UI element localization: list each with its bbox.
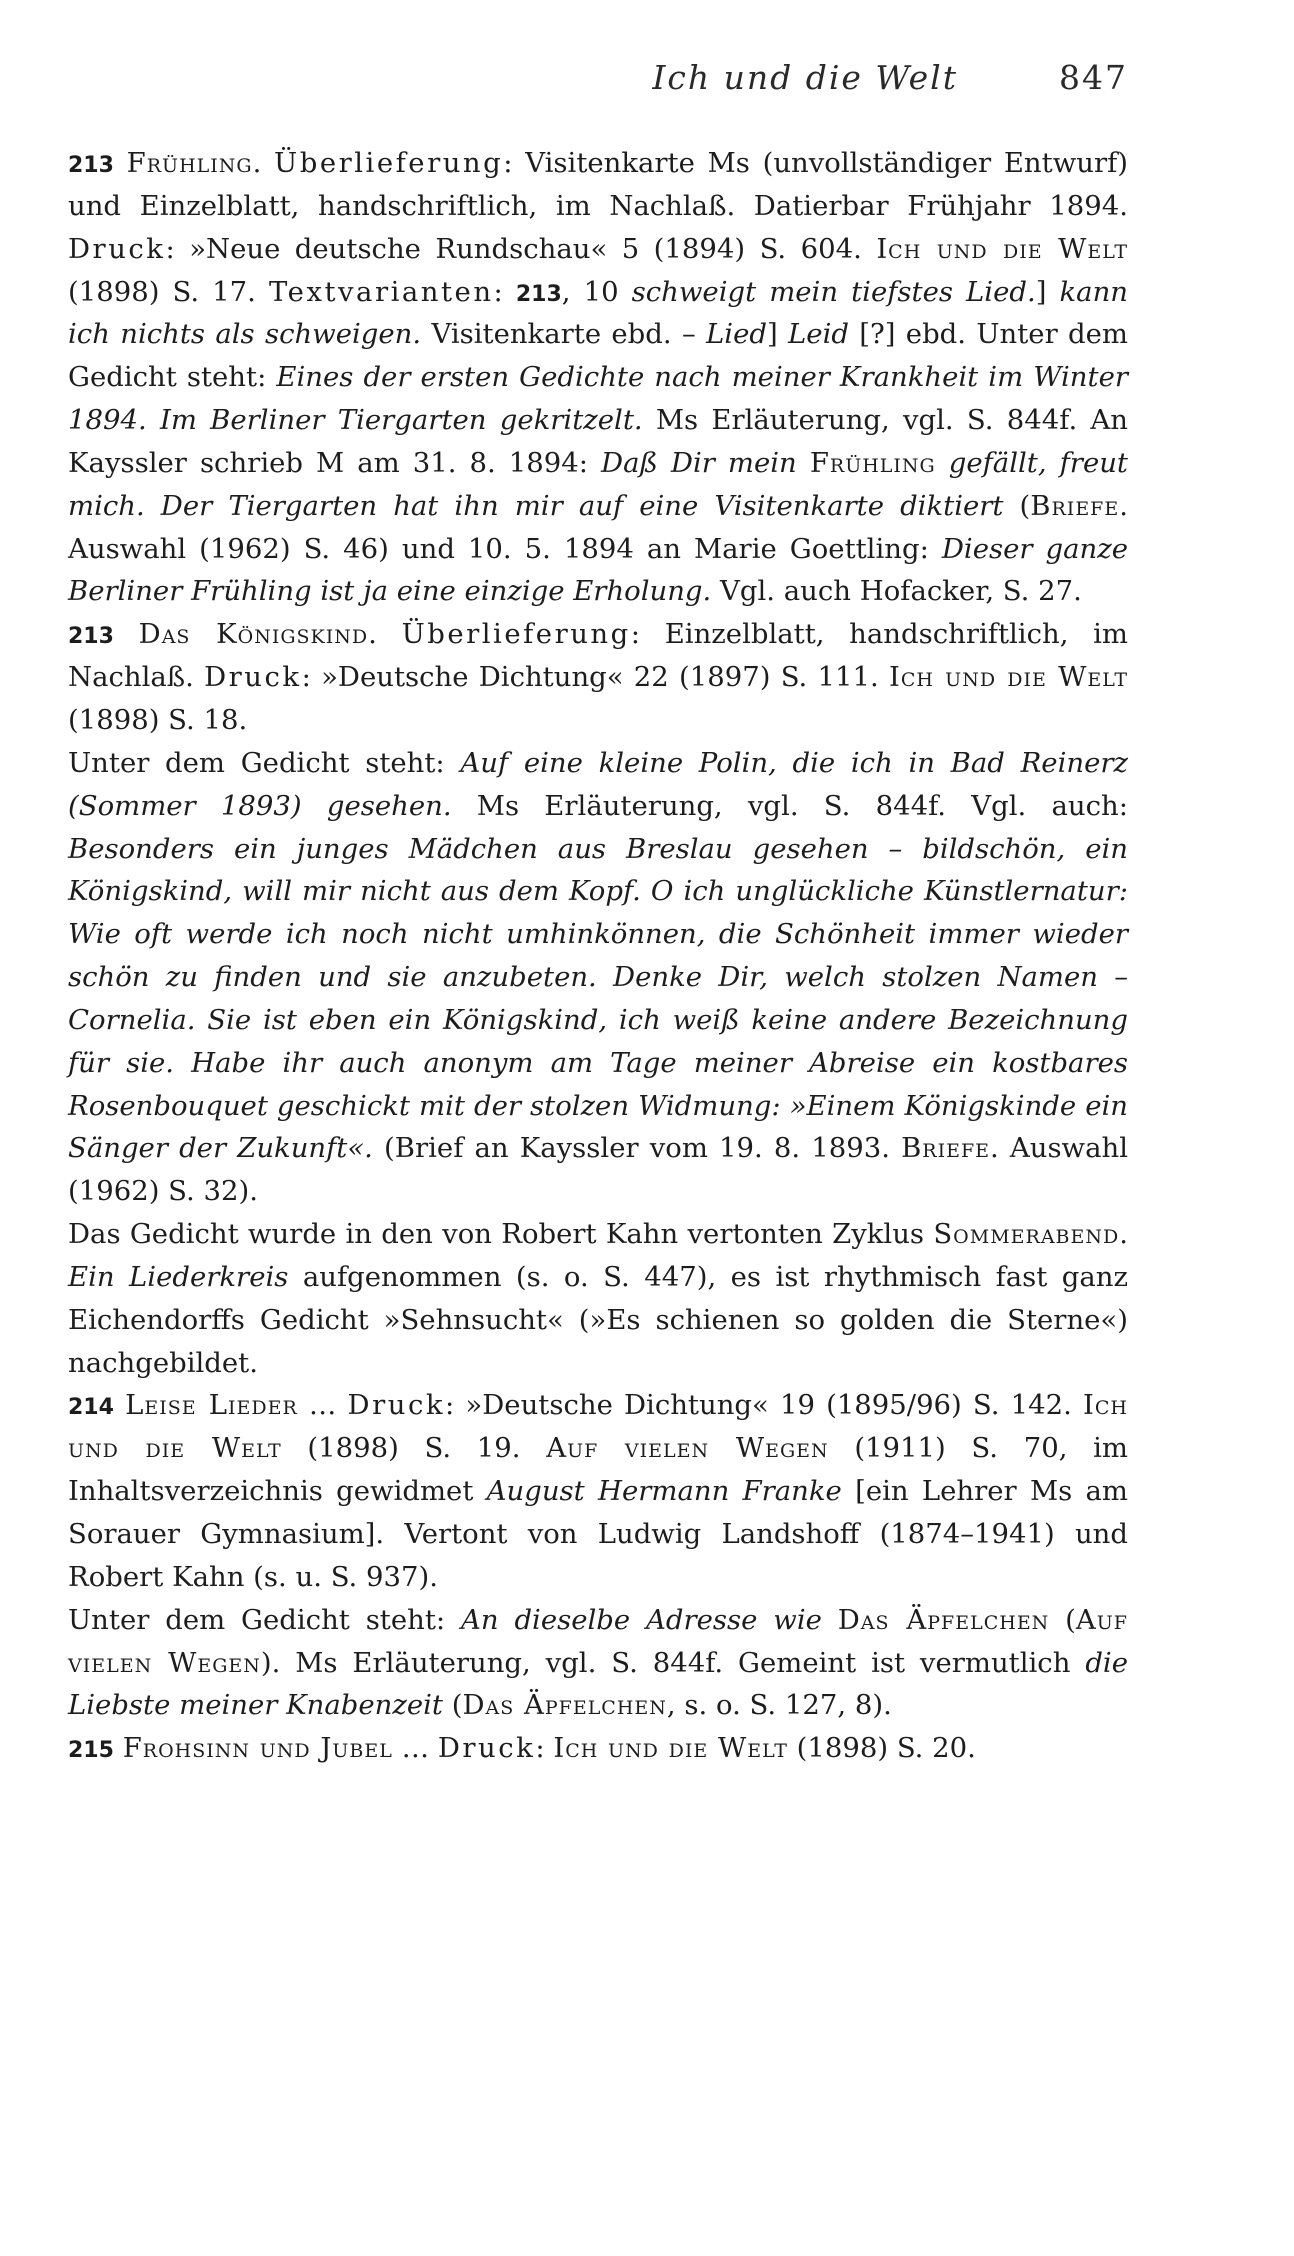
text-run: .: [368, 618, 402, 651]
italic-quote: Lied: [706, 318, 767, 351]
text-run: Visitenkarte ebd. –: [421, 318, 707, 351]
small-caps-title: Ich und die Welt: [876, 232, 1128, 265]
text-run: .: [252, 147, 275, 179]
italic-quote: Ein Liederkreis: [68, 1260, 289, 1293]
small-caps-title: Frühling: [126, 147, 253, 179]
italic-quote: kann ich nichts als schweigen.: [68, 275, 1128, 351]
book-page: [68, 40, 1128, 1770]
commentary-paragraph: [68, 742, 1128, 1213]
text-run: Unter dem Gedicht steht:: [68, 746, 461, 779]
poem-page-number: 213: [68, 153, 114, 178]
italic-quote: Daß Dir mein: [601, 446, 810, 479]
spaced-label: Druck: [68, 232, 166, 265]
text-run: : »Deutsche Dichtung« 19 (1895/96) S. 142.: [445, 1389, 1084, 1422]
text-run: (1898) S. 17.: [68, 275, 269, 308]
small-caps-title: Das Äpfelchen: [462, 1689, 667, 1722]
text-run: , 10: [561, 275, 632, 308]
text-run: (1911) S. 70, im Inhaltsverzeichnis gewidmet: [68, 1432, 1128, 1508]
poem-page-number: 215: [68, 1738, 114, 1764]
text-run: (1898) S. 20.: [787, 1732, 976, 1765]
page-header: [68, 40, 1128, 120]
spaced-label: Überlieferung: [274, 147, 504, 179]
commentary-text: [68, 142, 1128, 1770]
text-run: Ms Erläuterung, vgl. S. 844f. Vgl. auch:: [451, 789, 1128, 822]
text-run: …: [297, 1389, 348, 1422]
text-run: : »Neue deutsche Rundschau« 5 (1894) S. 604.: [165, 232, 877, 265]
italic-quote: Auf eine kleine Polin, die ich in Bad Reinerz (Sommer 1893) gesehen.: [68, 746, 1128, 822]
text-run: [?] ebd. Unter dem Gedicht steht:: [68, 318, 1128, 394]
text-run: :: [493, 275, 516, 308]
text-run: Unter dem Gedicht steht:: [68, 1603, 462, 1636]
spaced-label: Druck: [437, 1732, 536, 1765]
text-run: (1898) S. 19.: [281, 1432, 547, 1465]
small-caps-title: Auf vielen Wegen: [68, 1603, 1128, 1679]
small-caps-title: Frohsinn und Jubel: [122, 1732, 393, 1765]
text-run: : Visitenkarte Ms (unvollständiger Entwurf) und Einzelblatt, handschriftlich, im Nachlaß. Datierbar Frühjahr 1894.: [68, 147, 1128, 222]
text-run: . Auswahl (1962) S. 46) und 10. 5. 1894 an Marie Goettling:: [68, 489, 1128, 565]
text-run: Ms Erläuterung, vgl. S. 844f. An Kayssler schrieb M am 31. 8. 1894:: [68, 404, 1128, 479]
commentary-entry: [68, 142, 1128, 613]
italic-quote: Besonders ein junges Mädchen aus Breslau gesehen – bildschön, ein Königskind, will mir nicht aus dem Kopf. O ich unglückliche Künstlernatur: Wie oft werde ich noch nicht umhinkönnen, die Schönheit immer wieder schön zu finden und sie anzubeten. Denke Dir, welch stolzen Namen – Cornelia. Sie ist eben ein Königskind, ich weiß keine andere Bezeichnung für sie. Habe ihr auch anonym am Tage meiner Abreise ein kostbares Rosenbouquet geschickt mit der stolzen Widmung: »Einem Königskinde ein Sänger der Zukunft«.: [68, 832, 1128, 1165]
italic-quote: schweigt mein tiefstes Lied.: [631, 275, 1036, 308]
small-caps-title: Frühling: [809, 446, 936, 479]
italic-quote: Dieser ganze Berliner Frühling ist ja eine einzige Erholung.: [68, 532, 1128, 608]
text-run: : »Deutsche Dichtung« 22 (1897) S. 111.: [301, 661, 889, 694]
commentary-paragraph: [68, 1213, 1128, 1384]
commentary-entry: [68, 1727, 1128, 1770]
text-run: Das Gedicht wurde in den von Robert Kahn vertonten Zyklus: [68, 1218, 934, 1251]
text-run: , s. o. S. 127, 8).: [666, 1689, 892, 1722]
commentary-entry: [68, 613, 1128, 742]
text-run: . Auswahl (1962) S. 32).: [68, 1132, 1128, 1208]
text-run: [822, 1604, 838, 1636]
italic-quote: An dieselbe Adresse wie: [461, 1603, 822, 1636]
text-run: .: [1119, 1218, 1128, 1251]
text-run: :: [535, 1732, 554, 1765]
spaced-label: Druck: [204, 661, 302, 694]
text-run: (: [1003, 489, 1031, 522]
italic-quote: gefällt, freut mich. Der Tiergarten hat ihn mir auf eine Visitenkarte diktiert: [68, 446, 1128, 522]
spaced-label: Druck: [347, 1389, 446, 1422]
small-caps-title: Das Äpfelchen: [837, 1603, 1050, 1636]
text-run: [ein Lehrer Ms am Sorauer Gymnasium]. Vertont von Ludwig Landshoff (1874–1941) und Robert Kahn (s. u. S. 937).: [68, 1475, 1128, 1593]
spaced-label: Textvarianten: [268, 275, 494, 308]
text-run: : Einzelblatt, handschriftlich, im Nachlaß.: [68, 618, 1129, 694]
italic-quote: Eines der ersten Gedichte nach meiner Krankheit im Winter 1894. Im Berliner Tiergarten gekritzelt.: [68, 361, 1128, 437]
text-run: …: [392, 1732, 438, 1765]
text-run: (: [1049, 1603, 1076, 1636]
italic-quote: Leid: [788, 318, 849, 351]
text-run: (1898) S. 18.: [68, 703, 248, 736]
italic-quote: die Liebste meiner Knabenzeit: [68, 1646, 1128, 1722]
small-caps-title: Ich und die Welt: [888, 661, 1128, 694]
text-run: Vgl. auch Hofacker, S. 27.: [711, 575, 1082, 608]
small-caps-title: Leise Lieder: [125, 1389, 298, 1422]
small-caps-title: Briefe: [1030, 489, 1120, 522]
spaced-label: Überlieferung: [401, 618, 631, 651]
poem-page-number: 213: [68, 624, 114, 650]
running-title: Ich und die Welt: [652, 58, 958, 97]
text-run: ]: [766, 318, 789, 351]
text-run: ). Ms Erläuterung, vgl. S. 844f. Gemeint ist vermutlich: [260, 1646, 1086, 1679]
small-caps-title: Ich und die Welt: [553, 1732, 788, 1765]
commentary-paragraph: [68, 1599, 1128, 1728]
italic-quote: August Hermann Franke: [486, 1475, 842, 1508]
small-caps-title: Sommerabend: [933, 1218, 1120, 1251]
page-number: 847: [1059, 58, 1128, 97]
text-run: aufgenommen (s. o. S. 447), es ist rhythmisch fast ganz Eichendorffs Gedicht »Sehnsucht« (»Es schienen so golden die Sterne«) nachgebildet.: [68, 1260, 1128, 1379]
poem-page-number: 214: [68, 1395, 114, 1421]
small-caps-title: Das Königskind: [138, 618, 369, 651]
small-caps-title: Auf vielen Wegen: [546, 1432, 829, 1465]
page-ref-number: 213: [515, 281, 562, 307]
small-caps-title: Ich und die Welt: [68, 1389, 1128, 1465]
small-caps-title: Briefe: [901, 1132, 991, 1165]
text-run: (: [442, 1689, 463, 1722]
commentary-entry: [68, 1384, 1128, 1598]
text-run: ]: [1035, 275, 1060, 308]
text-run: (Brief an Kayssler vom 19. 8. 1893.: [372, 1132, 902, 1165]
